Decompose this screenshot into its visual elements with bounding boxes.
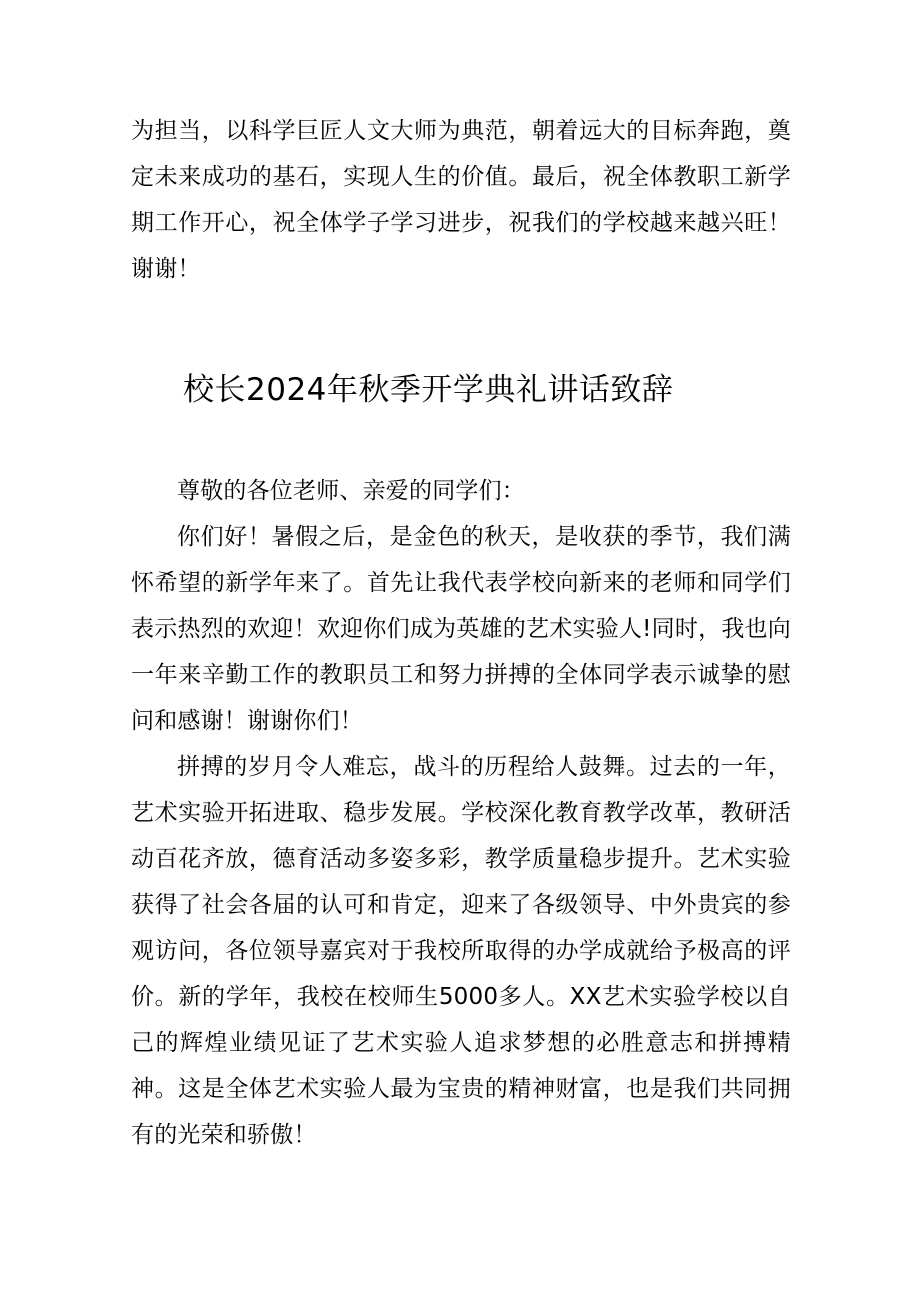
salutation: 尊敬的各位老师、亲爱的同学们： [177,478,525,504]
speech-body [131,468,791,1158]
paragraph-review: 拼搏的岁月令人难忘，战斗的历程给人鼓舞。过去的一年，艺术实验开拓进取、稳步发展。学校深化教育教学改革，教研活动百花齐放，德育活动多姿多彩，教学质量稳步提升。艺术实验获得了社会各届的认可和肯定，迎来了各级领导、中外贵宾的参观访问，各位领导嘉宾对于我校所取得的办学成就给予极高的评价。新的学年，我校在校师生5000多人。XX艺术实验学校以自己的辉煌业绩见证了艺术实验人追求梦想的必胜意志和拼搏精神。这是全体艺术实验人最为宝贵的精神财富，也是我们共同拥有的光荣和骄傲！ [131,754,791,1148]
continuation-paragraph: 为担当，以科学巨匠人文大师为典范，朝着远大的目标奔跑，奠定未来成功的基石，实现人生的价值。最后，祝全体教职工新学期工作开心，祝全体学子学习进步，祝我们的学校越来越兴旺！谢谢！ [131,118,791,282]
continuation-block [131,108,791,292]
paragraph-greeting: 你们好！暑假之后，是金色的秋天，是收获的季节，我们满怀希望的新学年来了。首先让我代表学校向新来的老师和同学们表示热烈的欢迎！欢迎你们成为英雄的艺术实验人!同时，我也向一年来辛勤工作的教职员工和努力拼搏的全体同学表示诚挚的慰问和感谢！谢谢你们！ [131,524,791,734]
document-title: 校长2024年秋季开学典礼讲话致辞 [183,372,674,408]
